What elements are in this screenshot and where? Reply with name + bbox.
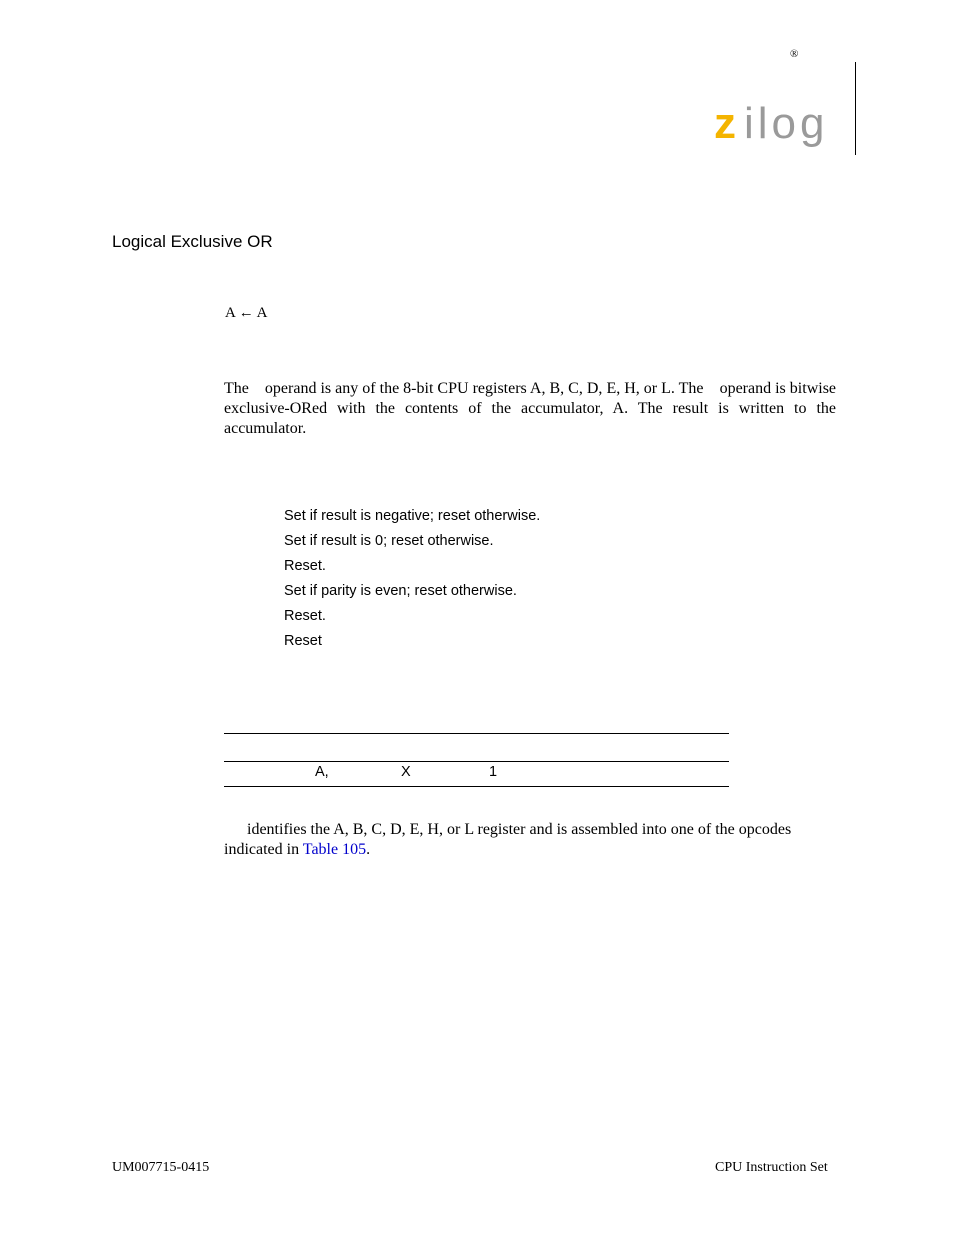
description-part-2: operand is any of the 8-bit CPU registers A, B, C, D, E, H, or L. The <box>264 380 708 397</box>
table-top-rule <box>224 733 729 734</box>
flag-pv: Set if parity is even; reset otherwise. <box>284 583 517 599</box>
description-paragraph <box>224 379 836 439</box>
section-title: Logical Exclusive OR <box>112 232 273 251</box>
table-header-rule <box>224 761 729 762</box>
description-part-1: The <box>224 380 253 397</box>
footer-section-name: CPU Instruction Set <box>715 1160 828 1175</box>
flag-h: Reset. <box>284 558 326 574</box>
note-text: identifies the A, B, C, D, E, H, or L register and is assembled into one of the opcodes indicated in <box>224 821 792 858</box>
zilog-logo <box>714 104 844 160</box>
registered-mark: ® <box>790 48 799 60</box>
flag-c: Reset <box>284 633 322 649</box>
description-part-3: operand is bitwise exclusive-ORed with the contents of the accumulator, A. The result is written to the accumulator. <box>224 380 837 437</box>
table-cell-x: X <box>401 764 411 780</box>
operation-formula: A ← A <box>225 305 268 321</box>
svg-text:ilog: ilog <box>744 104 829 148</box>
header-rule <box>855 62 856 155</box>
note-paragraph <box>224 820 836 860</box>
table-cell-1: 1 <box>489 764 498 780</box>
flag-z: Set if result is 0; reset otherwise. <box>284 533 494 549</box>
svg-text:z: z <box>714 104 736 148</box>
note-end: . <box>366 841 371 858</box>
flag-n: Reset. <box>284 608 326 624</box>
footer-doc-id: UM007715-0415 <box>112 1160 210 1175</box>
flag-s: Set if result is negative; reset otherwise. <box>284 508 541 524</box>
table-105-link[interactable]: Table 105 <box>302 841 367 858</box>
table-cell-operand: A, <box>315 764 329 780</box>
table-bottom-rule <box>224 786 729 787</box>
